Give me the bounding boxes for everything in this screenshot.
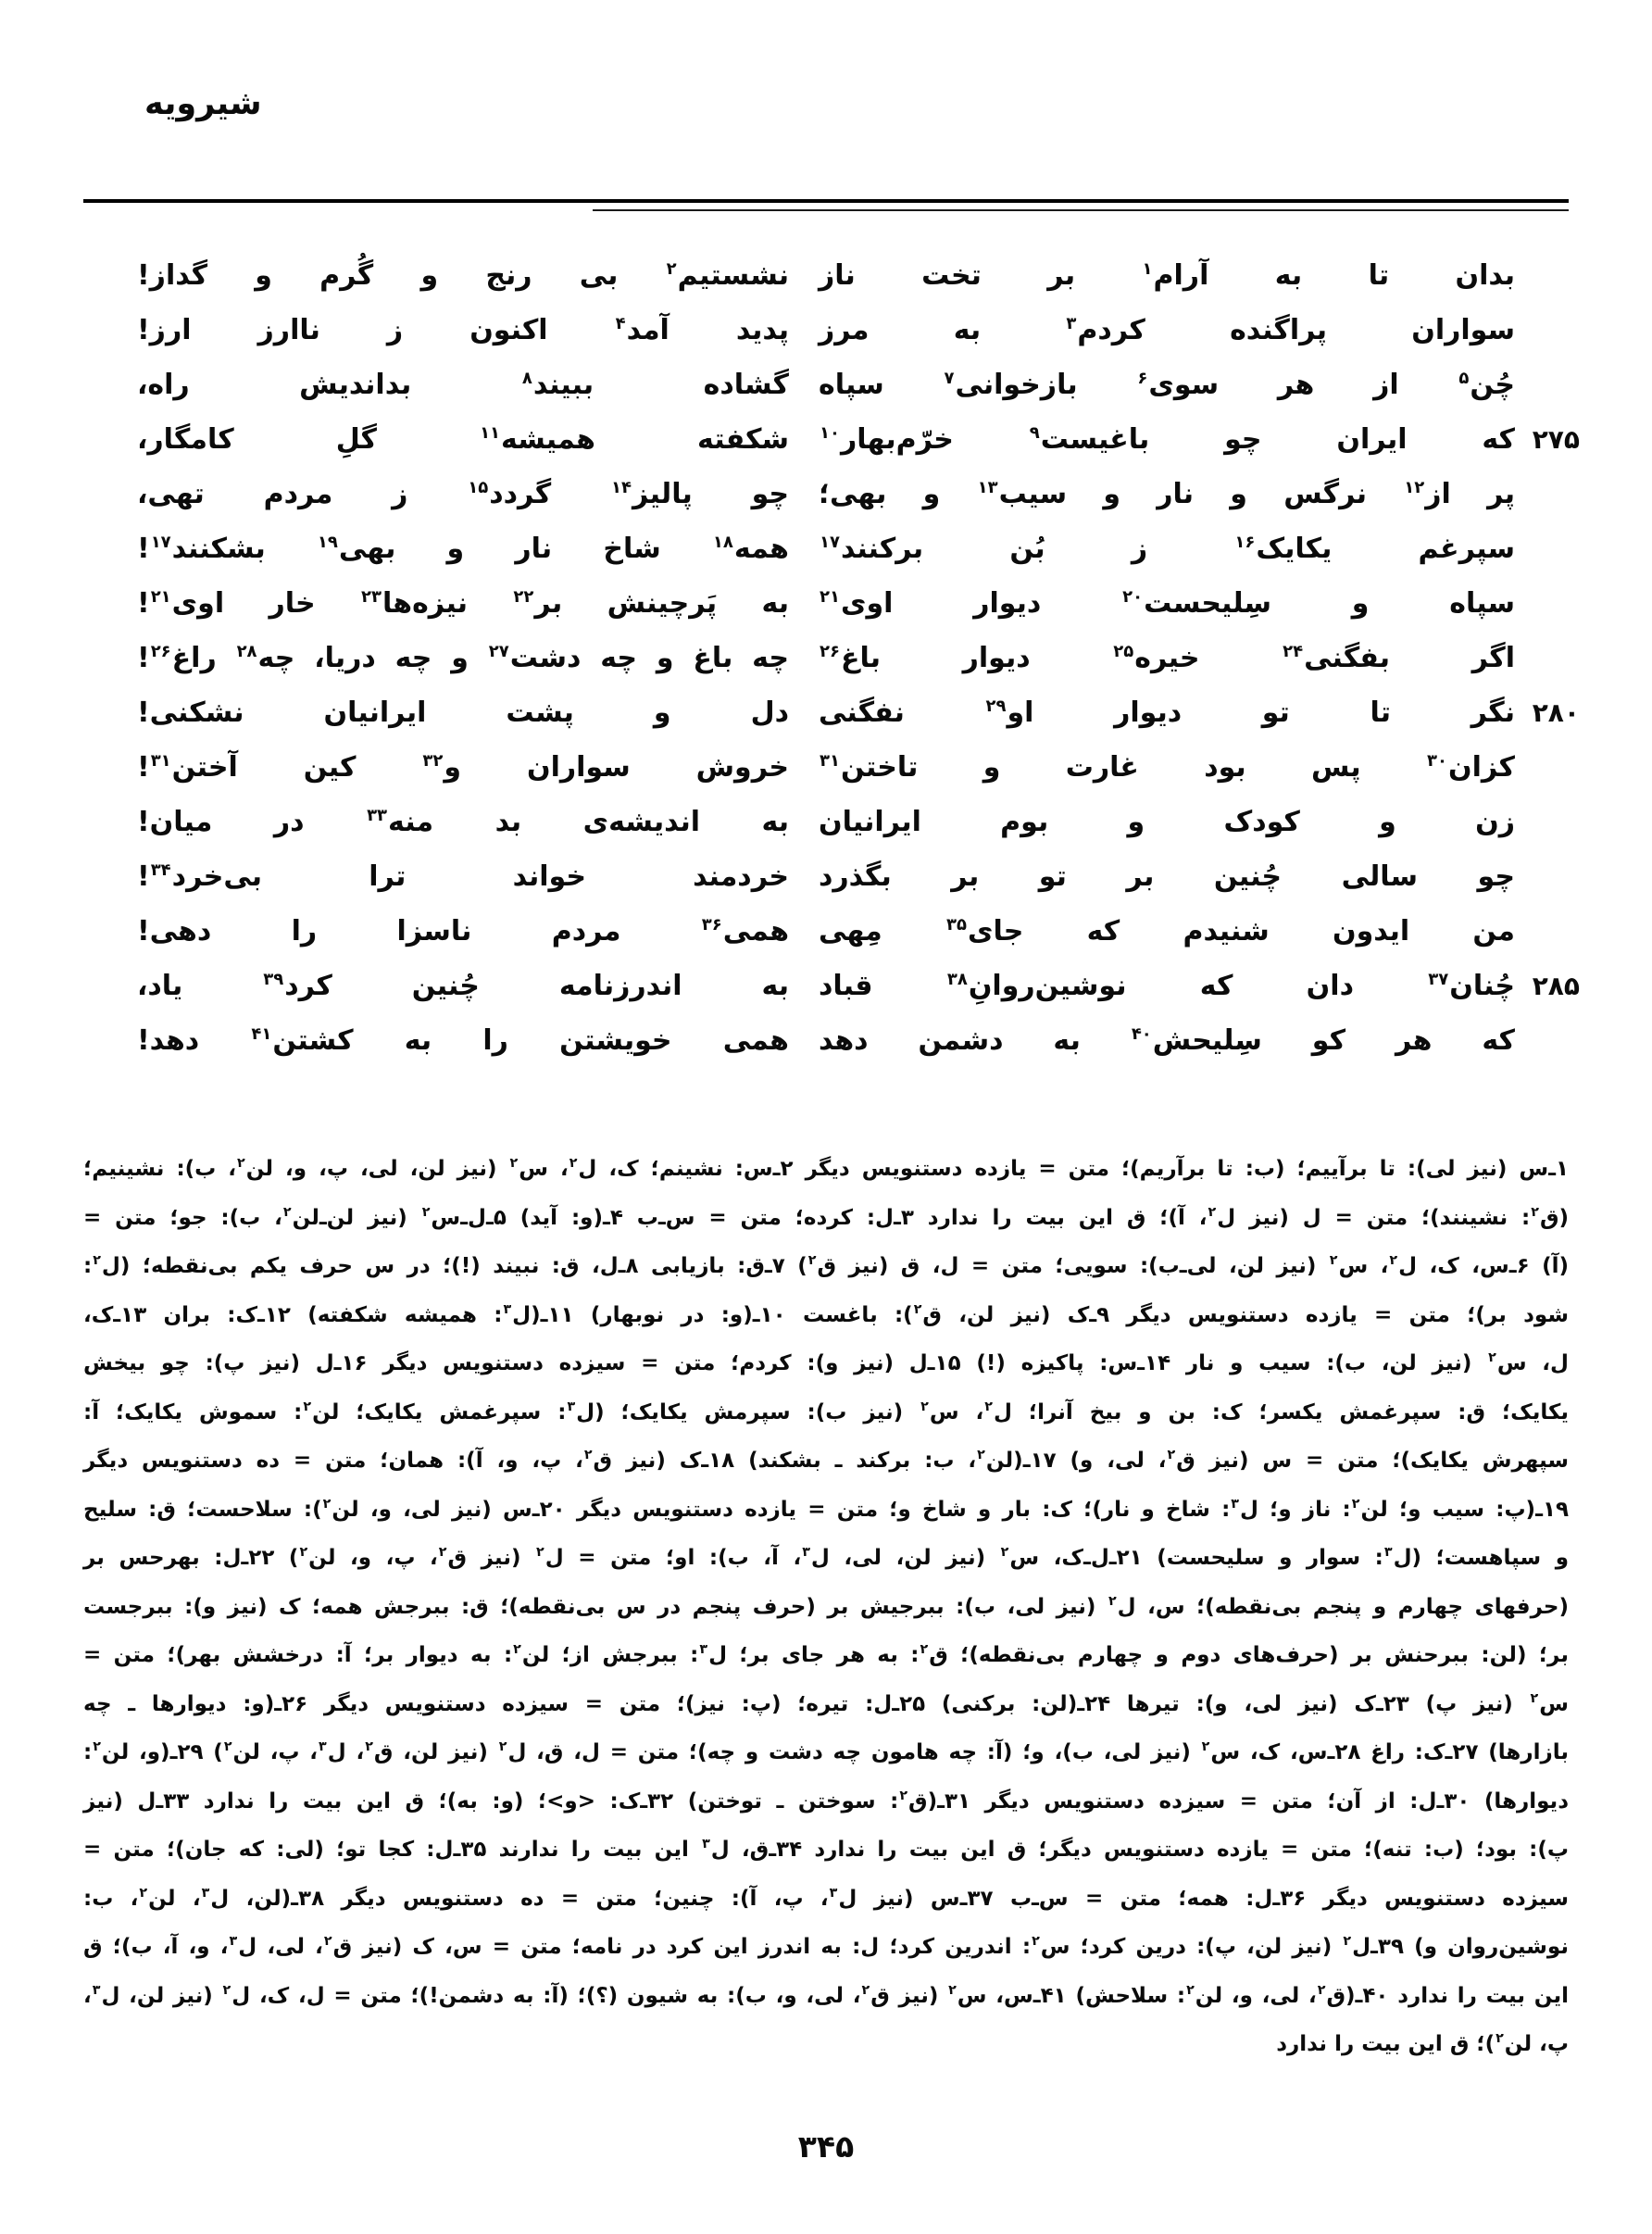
hemistich-first: پر از$^{۱۲}$ نرگس و نار و سیب$^{۱۳}$ و بهی؛ — [819, 478, 1515, 510]
hemistich-second: خردمند خواند ترا بی‌خرد$^{۳۴}$! — [137, 860, 789, 893]
footnote-line: بازارها) ۲۷ـ‌ک: راغ ۲۸ـ‌س، ک، س$^۲$ (نیز لی، ب)، و؛ (آ: چه هامون چه دشت و چه)؛ متن = ل، ق، ل$^۲$ (نیز لن، ق$^۲$، ل$^۳$، پ، لن$^۲$) ۲۹ـ(و، لن$^۲$: — [83, 1739, 1569, 1764]
verse-row — [137, 521, 1580, 576]
verse-row — [137, 740, 1580, 795]
footnote-line: بر؛ (لن: ببرحنش بر (حرف‌های دوم و چهارم بی‌نقطه)؛ ق$^۲$: به هر جای بر؛ ل$^۳$: ببرجش از؛ لن$^۲$: به دیوار بر؛ آ: درخشش بهر)؛ متن = — [83, 1642, 1569, 1667]
verse-row — [137, 303, 1580, 358]
hemistich-first: نگر تا تو دیوار او$^{۲۹}$ نفگنی — [819, 697, 1515, 729]
footnote-line: و سپاهست؛ (ل$^۳$: سوار و سلیحست) ۲۱ـ‌ل‌ـ‌ک، س$^۲$ (نیز لن، لی، ل$^۳$، آ، ب): او؛ متن = ل$^۲$ (نیز ق$^۲$، پ، و، لن$^۲$) ۲۲ـ‌ل: بهرحس بر — [83, 1545, 1569, 1570]
hemistich-first: زن و کودک و بوم ایرانیان — [819, 806, 1515, 838]
running-header-title: شیرویه — [144, 85, 262, 122]
hemistich-first: چُنان$^{۳۷}$ دان که نوشین‌روانِ$^{۳۸}$ قباد — [819, 970, 1515, 1002]
footnote-line: یکایک؛ ق: سپرغمش یکسر؛ ک: بن و بیخ آنرا؛ ل$^۲$، س$^۲$ (نیز ب): سپرمش یکایک؛ (ل$^۳$: سپرغمش یکایک؛ لن$^۲$: سموش یکایک؛ آ: — [83, 1399, 1570, 1424]
hemistich-second: گشاده ببیند$^۸$ بداندیش راه، — [137, 369, 789, 401]
verse-row — [137, 412, 1580, 467]
verse-number: ۲۸۵ — [1532, 971, 1580, 1001]
footnote-line: دیوارها) ۳۰ـ‌ل: از آن؛ متن = سیزده دستنویس دیگر ۳۱ـ(ق$^۲$: سوختن ـ توختن) ۳۲ـ‌ک: <و>؛ (و: به)؛ ق این بیت را ندارد ۳۳ـ‌ل (نیز — [83, 1788, 1569, 1814]
verse-number: ۲۷۵ — [1532, 424, 1580, 455]
hemistich-second: همی خویشتن را به کشتن$^{۴۱}$ دهد! — [137, 1024, 789, 1057]
footnote-line: نوشین‌روان و) ۳۹ـ‌ل$^۲$ (نیز لن، پ): درین کرد؛ س$^۲$: اندرین کرد؛ ل: به اندرز این کرد در نامه؛ متن = س، ک (نیز ق$^۲$، لی، ل$^۳$، و، آ، ب)؛ ق — [83, 1934, 1569, 1959]
hemistich-first: که هر کو سِلیحش$^{۴۰}$ به دشمن دهد — [819, 1024, 1515, 1057]
hemistich-second: خروش سواران و$^{۳۲}$ کین آختن$^{۳۱}$! — [137, 751, 789, 784]
verse-row — [137, 248, 1580, 303]
hemistich-first: سپاه و سِلیحست$^{۲۰}$ دیوار اوی$^{۲۱}$ — [820, 587, 1515, 620]
verse-row — [137, 959, 1580, 1013]
footnote-line: پ): بود؛ (ب: تنه)؛ متن = یازده دستنویس دیگر؛ ق این بیت را ندارد ۳۴ـ‌ق، ل$^۳$ این بیت را ندارند ۳۵ـ‌ل: کجا تو؛ (لی: که جان)؛ متن = — [83, 1837, 1569, 1862]
footnote-line: ۱ـ‌س (نیز لی): تا برآییم؛ (ب: تا برآریم)؛ متن = یازده دستنویس دیگر ۲ـ‌س: نشینم؛ ک، ل$^۲$، س$^۲$ (نیز لن، لی، پ، و، لن$^۲$، ب): نشینیم؛ — [83, 1156, 1569, 1181]
hemistich-first: چُن$^۵$ از هر سوی$^۶$ بازخوانی$^۷$ سپاه — [819, 369, 1516, 401]
hemistich-first: که ایران چو باغیست$^۹$ خرّم‌بهار$^{۱۰}$ — [820, 423, 1515, 456]
footnote-line: سیزده دستنویس دیگر ۳۶ـ‌ل: همه؛ متن = س‌ـ‌ب ۳۷ـ‌س (نیز ل$^۳$، پ، آ): چنین؛ متن = ده دستنویس دیگر ۳۸ـ(لن، ل$^۳$، لن$^۲$، ب: — [83, 1885, 1569, 1911]
hemistich-second: شکفته همیشه$^{۱۱}$ گلِ کامگار، — [137, 423, 789, 456]
footnote-line: (آ) ۶ـ‌س، ک، ل$^۲$، س$^۲$ (نیز لن، لی‌ـ‌ب): سویی؛ متن = ل، ق (نیز ق$^۲$) ۷ـ‌ق: بازیابی ۸ـ‌ل، ق: نبیند (!)؛ در س حرف یکم بی‌نقطه؛ (ل$^۲$: — [83, 1253, 1569, 1278]
verse-row — [137, 795, 1580, 849]
footnote-line: (حرفهای چهارم و پنجم بی‌نقطه)؛ س، ل$^۲$ (نیز لی، ب): ببرجیش بر (حرف پنجم در س بی‌نقطه)؛ ق: ببرجش همه؛ ک (نیز و): ببرجست — [83, 1593, 1569, 1619]
hemistich-second: چه باغ و چه دشت$^{۲۷}$ و چه دریا، چه$^{۲۸}$ راغ$^{۲۶}$! — [137, 642, 789, 674]
footnotes — [83, 1145, 1569, 2069]
verse-row — [137, 467, 1580, 521]
hemistich-first: من ایدون شنیدم که جای$^{۳۵}$ مِهی — [819, 915, 1515, 948]
hemistich-first: سواران پراگنده کردم$^۳$ به مرز — [819, 314, 1515, 346]
hemistich-first: سپرغم یکایک$^{۱۶}$ ز بُن برکنند$^{۱۷}$ — [820, 533, 1515, 565]
footnote-line: پ، لن$^۲$)؛ ق این بیت را ندارد — [1276, 2031, 1569, 2056]
footnote-line: س$^۲$ (نیز پ) ۲۳ـ‌ک (نیز لی، و): تیرها ۲۴ـ(لن: برکنی) ۲۵ـ‌ل: تیره؛ (پ: نیز)؛ متن = سیزده دستنویس دیگر ۲۶ـ(و: دیوارها ـ چه — [83, 1690, 1569, 1716]
verse-row — [137, 685, 1580, 740]
hemistich-second: به اندرزنامه چُنین کرد$^{۳۹}$ یاد، — [137, 970, 789, 1002]
hemistich-second: نشستیم$^۲$ بی رنج و گُرم و گداز! — [137, 259, 789, 292]
hemistich-first: چو سالی چُنین بر تو بر بگذرد — [819, 860, 1515, 893]
footnote-line: ۱۹ـ(پ: سیب و؛ لن$^۲$: ناز و؛ ل$^۳$: شاخ و نار)؛ ک: بار و شاخ و؛ متن = یازده دستنویس دیگر ۲۰ـ‌س (نیز لی، و، لن$^۲$): سلاحست؛ ق: سلیح — [83, 1496, 1570, 1522]
footnote-line: ل، س$^۲$ (نیز لن، ب): سیب و نار ۱۴ـ‌س: پاکیزه (!) ۱۵ـ‌ل (نیز و): کردم؛ متن = سیزده دستنویس دیگر ۱۶ـ‌ل (نیز پ): چو بیخش — [83, 1350, 1569, 1375]
hemistich-second: پدید آمد$^۴$ اکنون ز ناارز ارز! — [137, 314, 790, 346]
header-rule-secondary — [593, 209, 1569, 211]
footnote-line: شود بر)؛ متن = یازده دستنویس دیگر ۹ـ‌ک (نیز لن، ق$^۲$): باغست ۱۰ـ(و: در نوبهار) ۱۱ـ(ل$^۳$: همیشه شکفته) ۱۲ـ‌ک: بران ۱۳ـ‌ک، — [83, 1301, 1569, 1327]
page-number: ۳۴۵ — [797, 2128, 855, 2165]
header-rule — [83, 199, 1569, 203]
footnote-line: سپهرش یکایک)؛ متن = س (نیز ق$^۲$، لی، و) ۱۷ـ(لن$^۲$، ب: برکند ـ بشکند) ۱۸ـ‌ک (نیز ق$^۲$، پ، و، آ): همان؛ متن = ده دستنویس دیگر — [83, 1448, 1569, 1473]
verse-row — [137, 849, 1580, 904]
footnote-line: (ق$^۲$: نشینند)؛ متن = ل (نیز ل$^۲$، آ)؛ ق این بیت را ندارد ۳ـ‌ل: کرده؛ متن = س‌ـ‌ب ۴ـ(و: آید) ۵ـ‌ل‌ـ‌س$^۲$ (نیز لن‌ـ‌لن$^۲$، ب): جو؛ متن = — [83, 1204, 1570, 1230]
hemistich-second: چو پالیز$^{۱۴}$ گردد$^{۱۵}$ ز مردم تهی، — [137, 478, 790, 510]
hemistich-second: همه$^{۱۸}$ شاخ نار و بهی$^{۱۹}$ بشکنند$^{۱۷}$! — [137, 533, 789, 565]
hemistich-second: همی$^{۳۶}$ مردم ناسزا را دهی! — [137, 915, 789, 948]
hemistich-second: دل و پشت ایرانیان نشکنی! — [137, 697, 789, 729]
hemistich-second: به پَرچینش بر$^{۲۲}$ نیزه‌ها$^{۲۳}$ خار اوی$^{۲۱}$! — [137, 587, 789, 620]
hemistich-second: به اندیشه‌ی بد منه$^{۳۳}$ در میان! — [137, 806, 789, 838]
verse-row — [137, 358, 1580, 412]
verse-number: ۲۸۰ — [1532, 697, 1580, 728]
poem — [137, 248, 1580, 1068]
hemistich-first: بدان تا به آرام$^۱$ بر تخت ناز — [819, 259, 1515, 292]
verse-row — [137, 1013, 1580, 1068]
verse-row — [137, 904, 1580, 959]
verse-row — [137, 631, 1580, 685]
hemistich-first: کزان$^{۳۰}$ پس بود غارت و تاختن$^{۳۱}$ — [820, 751, 1515, 784]
hemistich-first: اگر بفگنی$^{۲۴}$ خیره$^{۲۵}$ دیوار باغ$^{۲۶}$ — [820, 642, 1515, 674]
footnote-line: این بیت را ندارد ۴۰ـ(ق$^۲$، لی، و، لن$^۲$: سلاحش) ۴۱ـ‌س، س$^۲$ (نیز ق$^۲$، لی، و، ب): به شیون (؟)؛ (آ: به دشمن!)؛ متن = ل، ک، ل$^۲$ (نیز لن، ل$^۳$، — [83, 1982, 1569, 2008]
verse-row — [137, 576, 1580, 631]
